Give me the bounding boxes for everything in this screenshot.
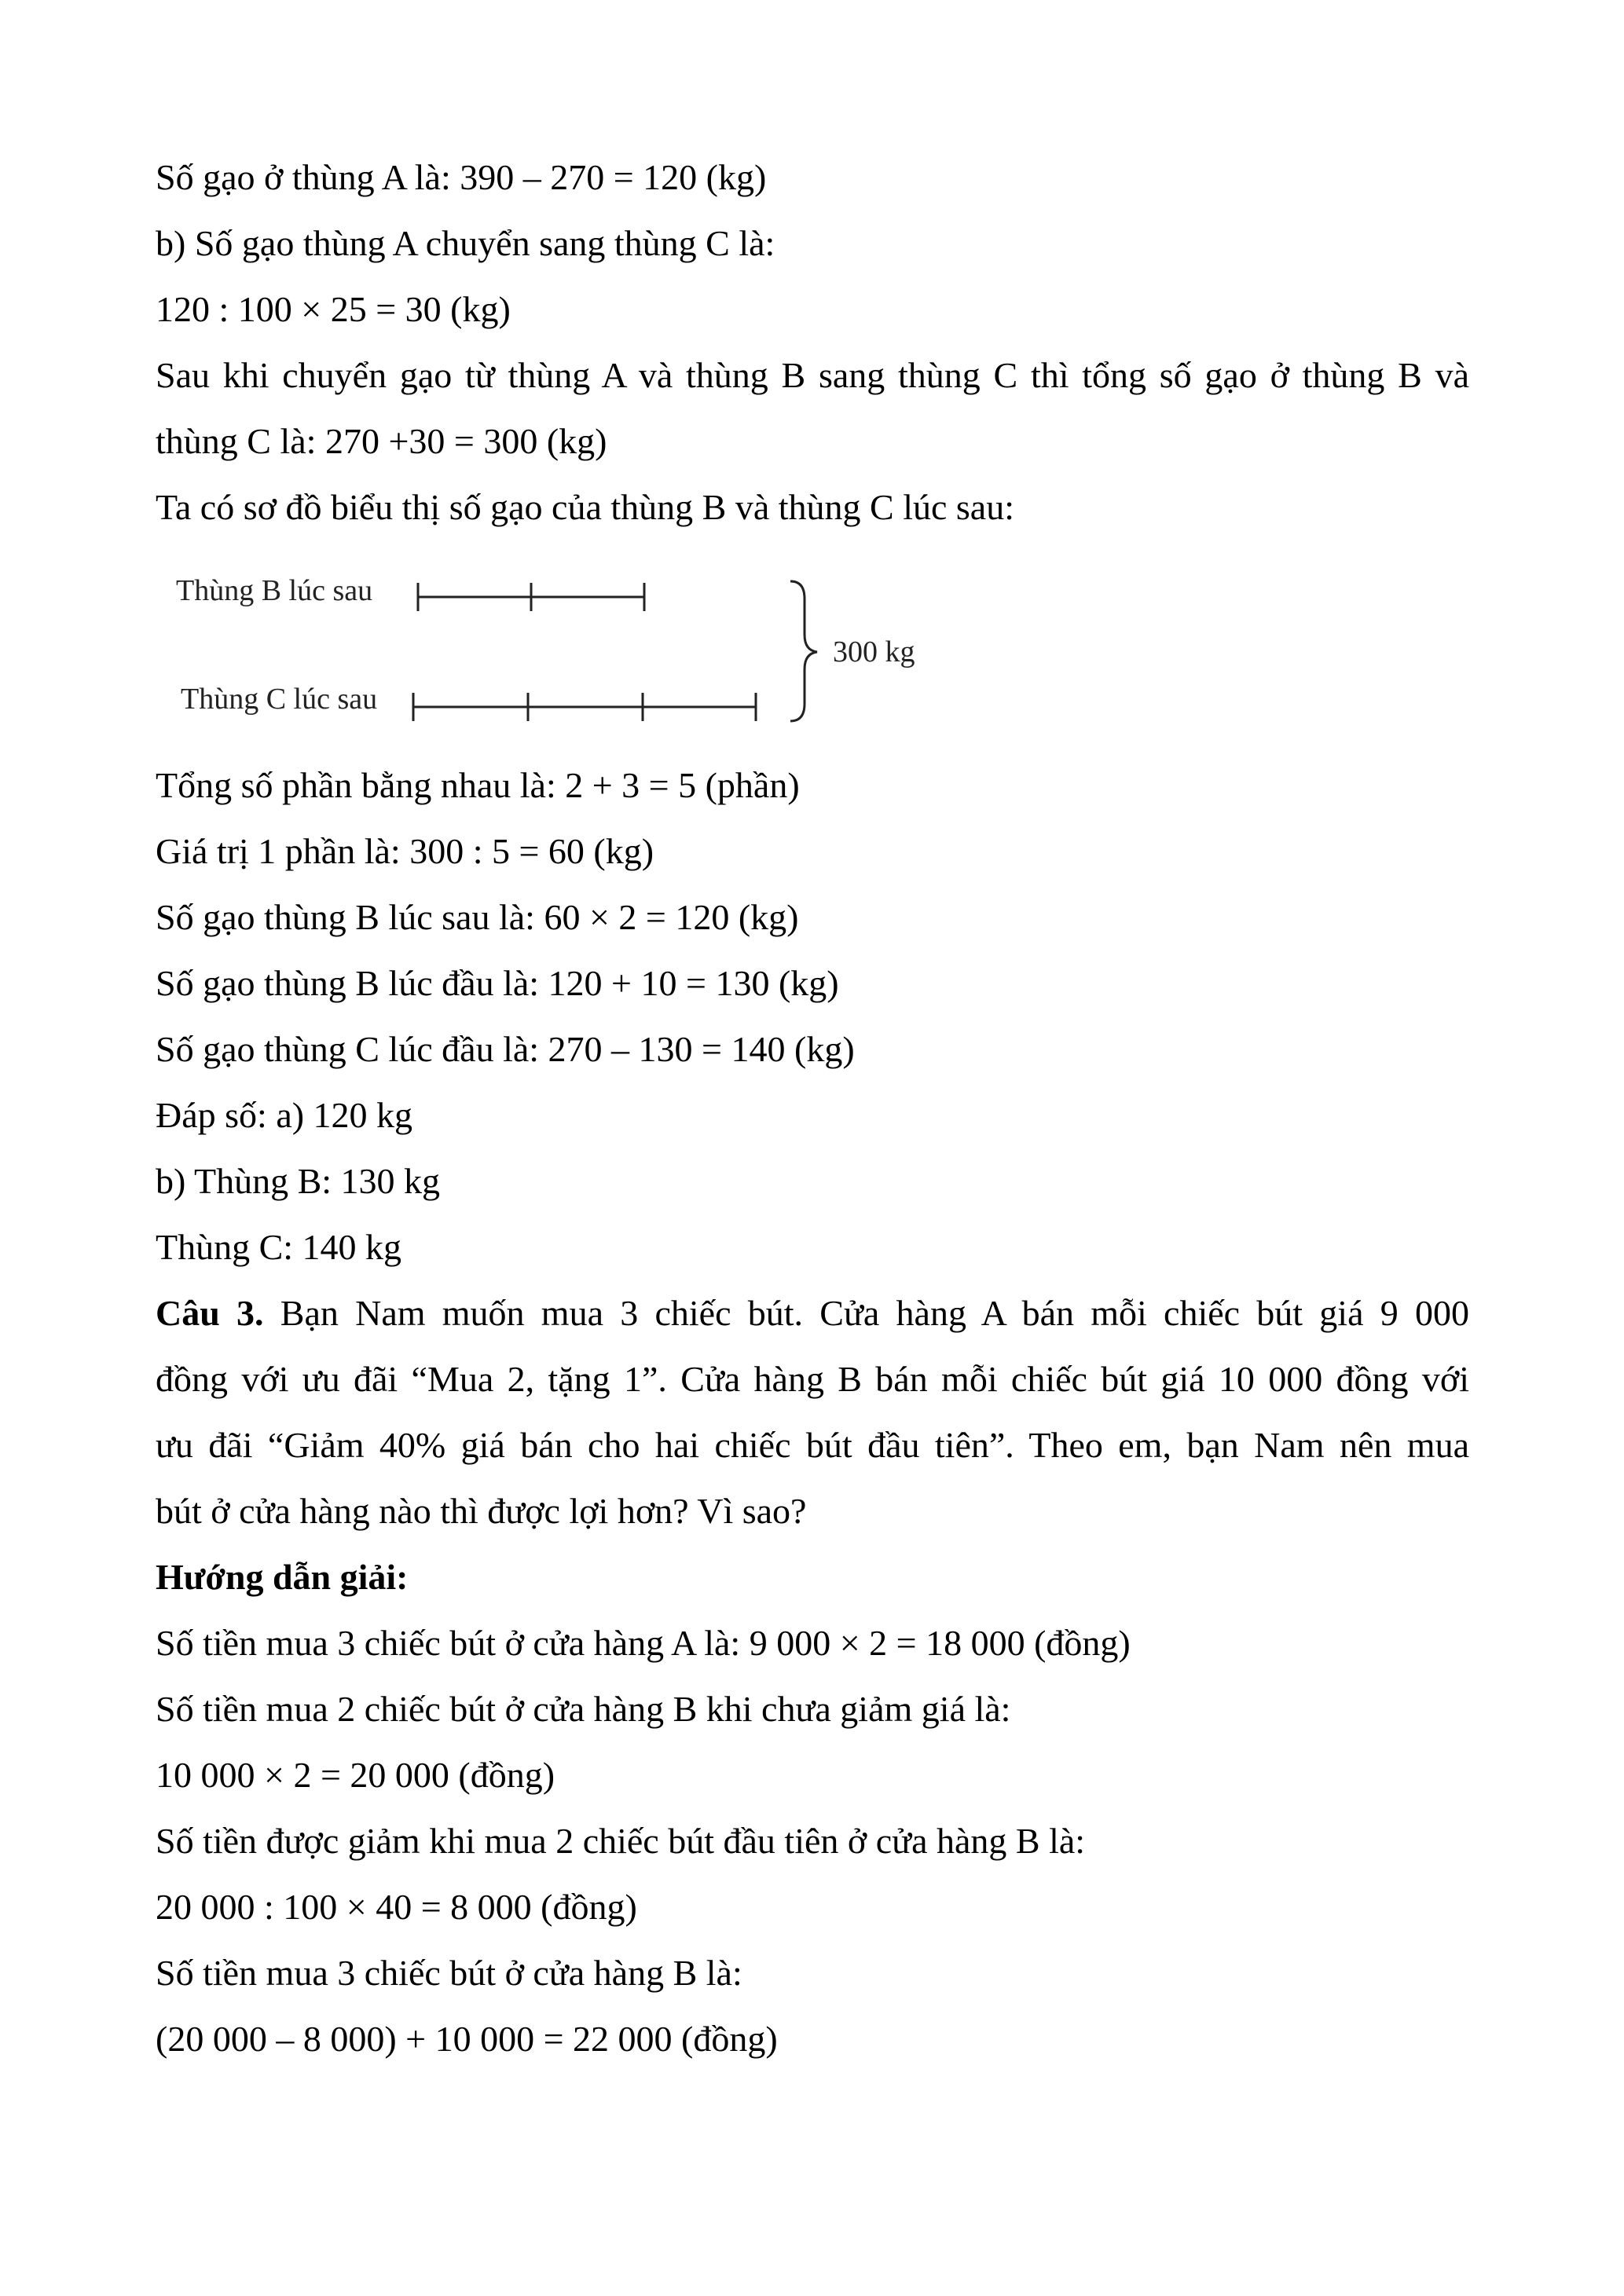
text-line: Số tiền được giảm khi mua 2 chiếc bút đầu tiên ở cửa hàng B là: (156, 1821, 1086, 1861)
text-line: Sau khi chuyển gạo từ thùng A và thùng B sang thùng C thì tổng số gạo ở thùng B và (156, 355, 1469, 395)
question-line: ưu đãi “Giảm 40% giá bán cho hai chiếc bút đầu tiên”. Theo em, bạn Nam nên mua (156, 1425, 1469, 1465)
question-line (156, 1291, 1469, 1335)
label-thung-c: Thùng C lúc sau (181, 683, 378, 716)
text-line: Đáp số: a) 120 kg (156, 1095, 413, 1135)
text-line: Tổng số phần bằng nhau là: 2 + 3 = 5 (phần) (156, 765, 800, 805)
text-line: (20 000 – 8 000) + 10 000 = 22 000 (đồng) (156, 2019, 778, 2059)
text-line: b) Số gạo thùng A chuyển sang thùng C là: (156, 223, 775, 263)
text-line: Số gạo thùng B lúc đầu là: 120 + 10 = 130 (kg) (156, 963, 839, 1003)
text-line: Giá trị 1 phần là: 300 : 5 = 60 (kg) (156, 831, 654, 871)
text-line: thùng C là: 270 +30 = 300 (kg) (156, 421, 607, 461)
label-thung-b: Thùng B lúc sau (176, 574, 373, 607)
question-line: bút ở cửa hàng nào thì được lợi hơn? Vì sao? (156, 1491, 807, 1531)
text-line: 10 000 × 2 = 20 000 (đồng) (156, 1755, 555, 1795)
question-text: Bạn Nam muốn mua 3 chiếc bút. Cửa hàng A bán mỗi chiếc bút giá 9 000 (263, 1293, 1469, 1333)
question-line: đồng với ưu đãi “Mua 2, tặng 1”. Cửa hàng B bán mỗi chiếc bút giá 10 000 đồng với (156, 1359, 1469, 1399)
text-line: Số gạo thùng B lúc sau là: 60 × 2 = 120 (kg) (156, 897, 799, 937)
total-label: 300 kg (833, 635, 915, 668)
text-line: Số tiền mua 2 chiếc bút ở cửa hàng B khi chưa giảm giá là: (156, 1689, 1011, 1729)
text-line: Số tiền mua 3 chiếc bút ở cửa hàng B là: (156, 1953, 742, 1993)
segment-diagram (156, 550, 973, 738)
text-line: Số gạo ở thùng A là: 390 – 270 = 120 (kg) (156, 157, 767, 197)
guide-heading: Hướng dẫn giải: (156, 1557, 409, 1597)
curly-brace (790, 581, 817, 721)
text-line: 120 : 100 × 25 = 30 (kg) (156, 289, 511, 329)
text-line: Thùng C: 140 kg (156, 1227, 402, 1267)
text-line: 20 000 : 100 × 40 = 8 000 (đồng) (156, 1887, 637, 1927)
question-label: Câu 3. (156, 1293, 264, 1333)
text-line: Số tiền mua 3 chiếc bút ở cửa hàng A là: 9 000 × 2 = 18 000 (đồng) (156, 1623, 1131, 1663)
text-line: Số gạo thùng C lúc đầu là: 270 – 130 = 140 (kg) (156, 1029, 855, 1069)
text-line: Ta có sơ đồ biểu thị số gạo của thùng B và thùng C lúc sau: (156, 487, 1014, 527)
text-line: b) Thùng B: 130 kg (156, 1161, 441, 1201)
